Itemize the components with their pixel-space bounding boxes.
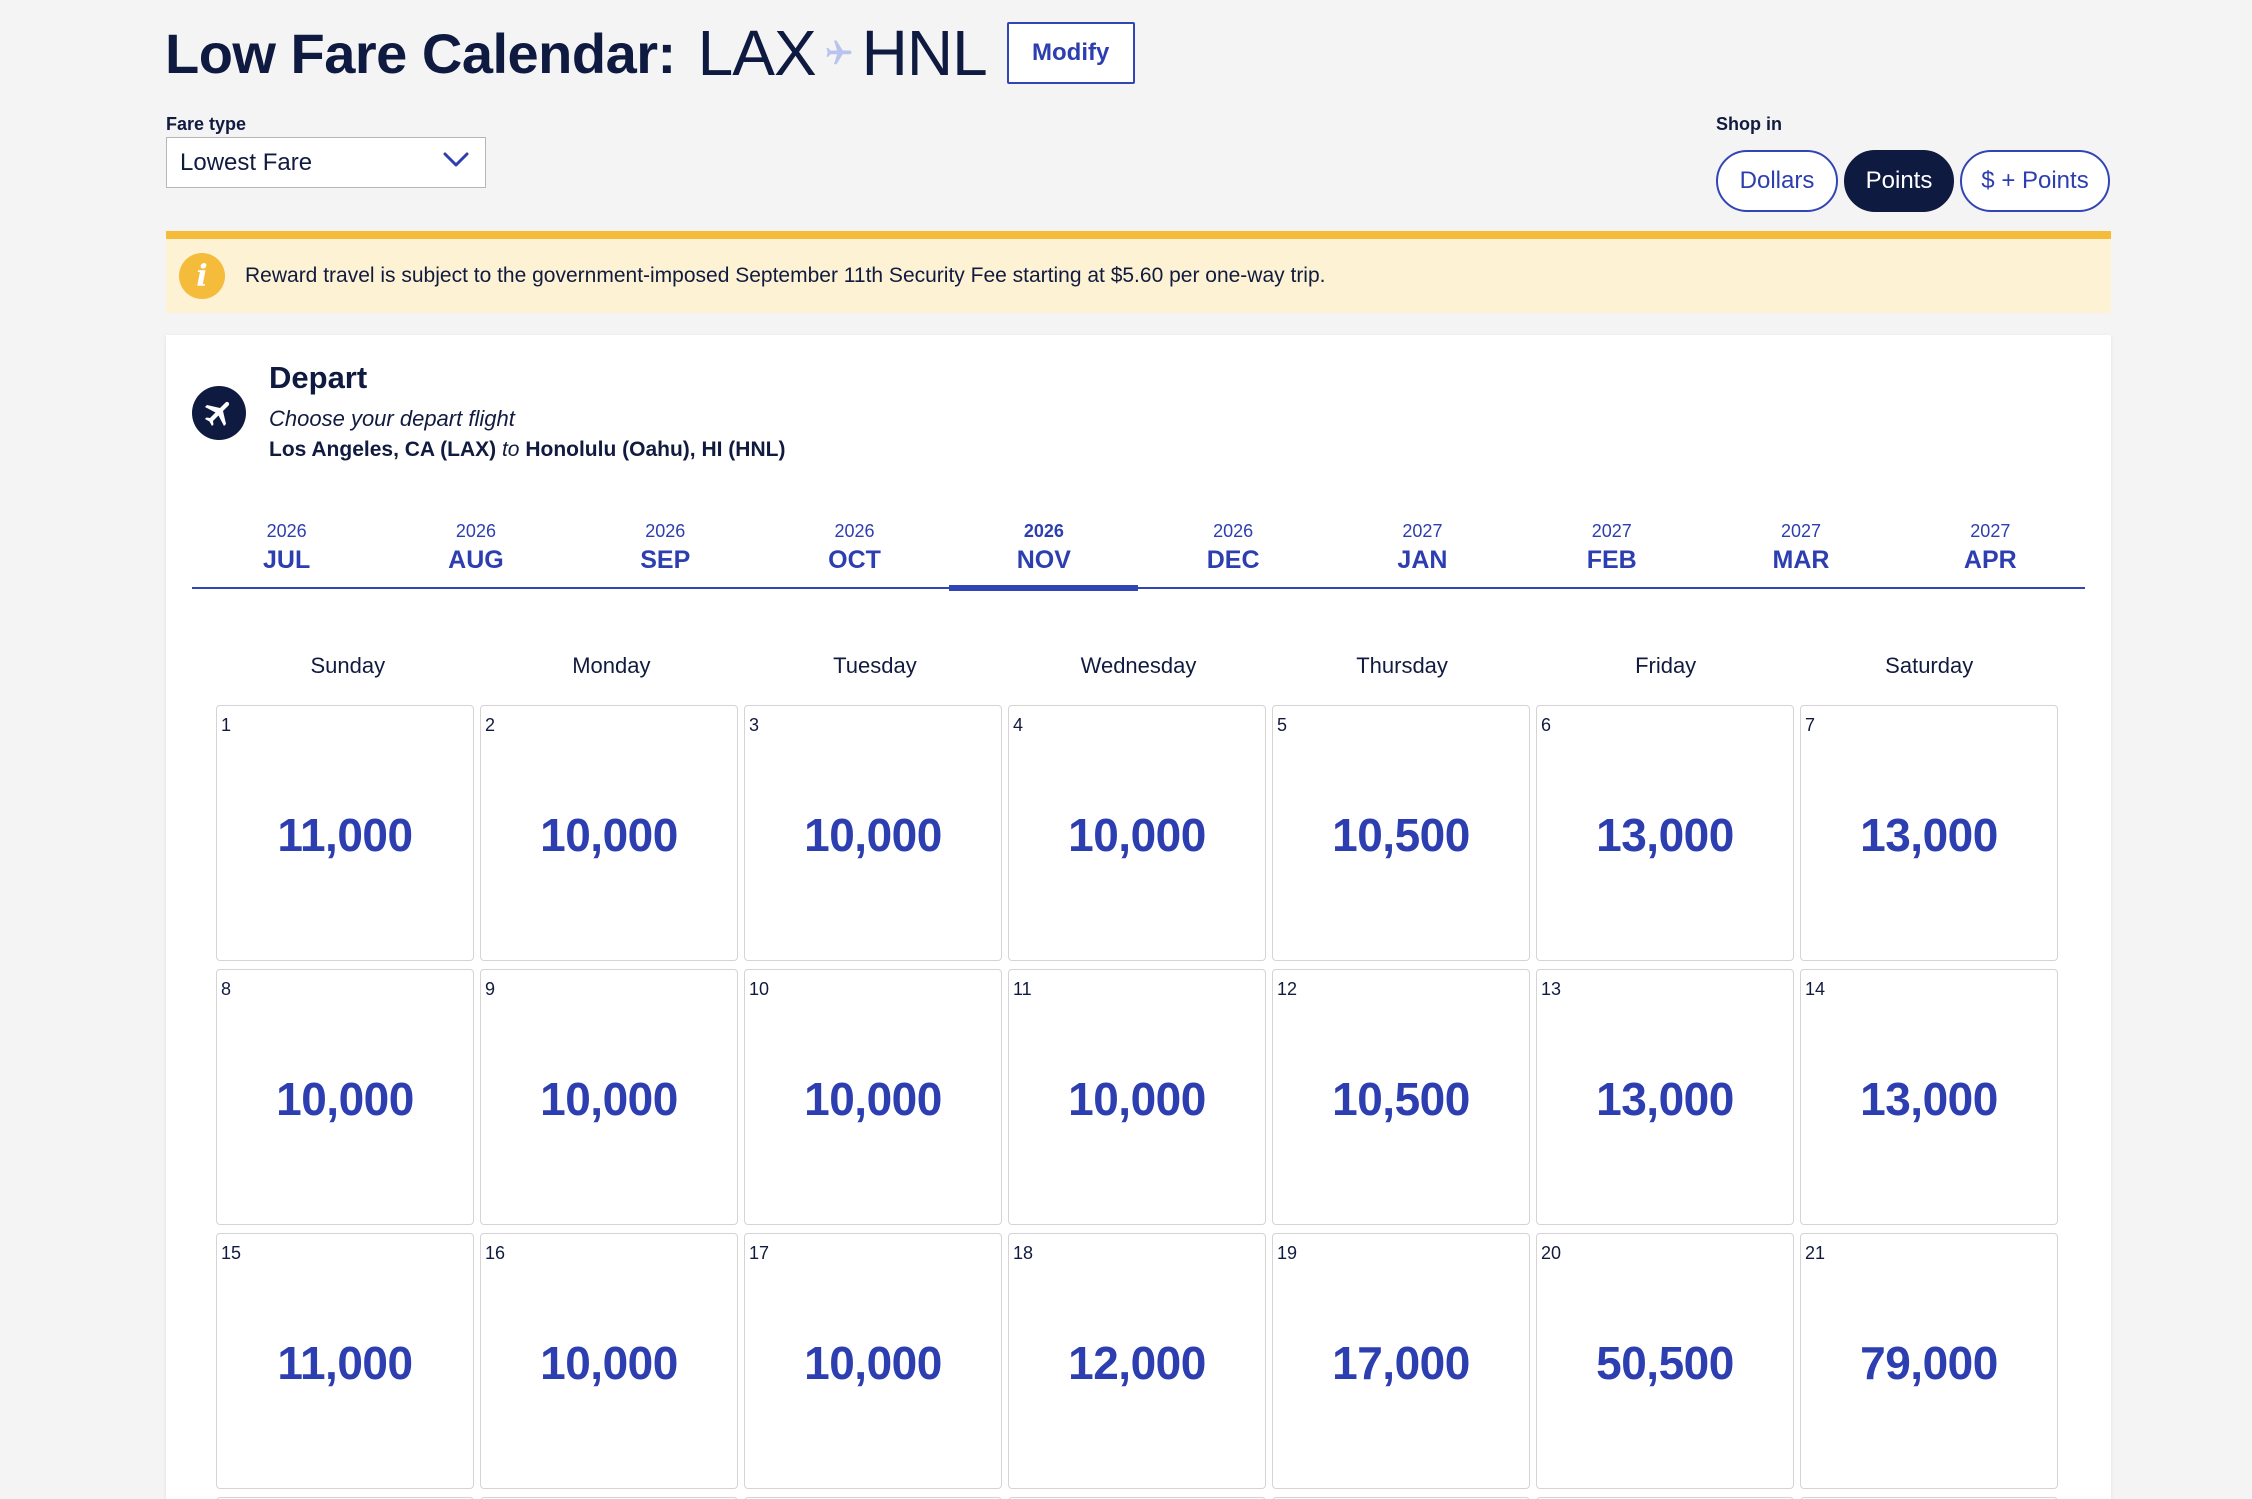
day-fare: 10,000 (804, 809, 942, 861)
calendar-day[interactable] (1272, 705, 1530, 961)
info-icon: i (179, 253, 225, 299)
calendar-day[interactable] (1008, 1233, 1266, 1489)
month-year: 2027 (1970, 521, 2011, 541)
calendar-day[interactable] (480, 705, 738, 961)
month-name: OCT (828, 546, 881, 574)
weekday-tuesday: Tuesday (833, 653, 917, 678)
calendar-day[interactable] (216, 705, 474, 961)
month-tab-mar[interactable] (1706, 515, 1895, 587)
month-tab-aug[interactable] (381, 515, 570, 587)
weekday-header (216, 653, 2061, 679)
day-number: 4 (1013, 715, 1024, 735)
fare-type-label: Fare type (166, 114, 247, 134)
alert-text: Reward travel is subject to the government-imposed September 11th Security Fee starting at $5.60 per one-way trip. (245, 264, 1326, 287)
shop-dollars-points-button[interactable]: $ + Points (1960, 150, 2110, 212)
month-year: 2026 (834, 521, 875, 541)
day-number: 13 (1541, 979, 1562, 999)
weekday-saturday: Saturday (1885, 653, 1974, 678)
calendar-day[interactable] (1008, 705, 1266, 961)
month-tab-dec[interactable] (1138, 515, 1327, 587)
month-name: JAN (1397, 546, 1448, 574)
month-year: 2027 (1402, 521, 1443, 541)
day-fare: 13,000 (1596, 809, 1734, 861)
day-fare: 10,000 (540, 1073, 678, 1125)
depart-destination: Honolulu (Oahu), HI (HNL) (525, 438, 786, 461)
day-fare: 10,000 (276, 1073, 414, 1125)
month-year: 2026 (645, 521, 686, 541)
page-title: Low Fare Calendar: (165, 21, 676, 85)
modify-button[interactable]: Modify (1007, 22, 1135, 84)
month-tab-jan[interactable] (1328, 515, 1517, 587)
day-fare: 79,000 (1860, 1337, 1998, 1389)
fare-type-select[interactable] (166, 137, 486, 188)
calendar-day[interactable] (1800, 705, 2058, 961)
day-number: 18 (1013, 1243, 1034, 1263)
day-fare: 11,000 (277, 809, 413, 861)
day-fare: 10,500 (1332, 1073, 1470, 1125)
month-name: FEB (1586, 546, 1637, 574)
route-summary (698, 16, 987, 90)
day-fare: 11,000 (277, 1337, 413, 1389)
day-number: 15 (221, 1243, 242, 1263)
day-fare: 12,000 (1068, 1337, 1206, 1389)
page-header (165, 18, 1135, 88)
security-fee-alert (166, 231, 2111, 313)
day-number: 9 (485, 979, 496, 999)
month-tab-jul[interactable] (192, 515, 381, 587)
month-tabs (192, 515, 2085, 589)
month-name: JUL (263, 546, 311, 574)
destination-code: HNL (861, 17, 987, 89)
weekday-friday: Friday (1635, 653, 1697, 678)
shop-dollars-button[interactable]: Dollars (1716, 150, 1838, 212)
day-fare: 10,000 (540, 1337, 678, 1389)
calendar-day[interactable] (744, 1233, 1002, 1489)
day-number: 11 (1013, 979, 1032, 999)
month-year: 2026 (455, 521, 496, 541)
day-number: 5 (1277, 715, 1288, 735)
day-number: 19 (1277, 1243, 1298, 1263)
weekday-thursday: Thursday (1356, 653, 1448, 678)
weekday-monday: Monday (572, 653, 651, 678)
airplane-takeoff-icon (192, 386, 246, 440)
day-fare: 10,500 (1332, 809, 1470, 861)
day-number: 3 (749, 715, 760, 735)
month-year: 2026 (266, 521, 307, 541)
day-fare: 17,000 (1332, 1337, 1470, 1389)
month-tab-feb[interactable] (1517, 515, 1706, 587)
day-fare: 13,000 (1860, 809, 1998, 861)
depart-title: Depart (269, 360, 368, 395)
day-fare: 13,000 (1596, 1073, 1734, 1125)
day-number: 17 (749, 1243, 770, 1263)
day-fare: 13,000 (1860, 1073, 1998, 1125)
day-fare: 10,000 (804, 1073, 942, 1125)
weekday-sunday: Sunday (310, 653, 386, 678)
calendar-day[interactable] (744, 705, 1002, 961)
day-number: 12 (1277, 979, 1298, 999)
fare-type-value: Lowest Fare (180, 148, 313, 176)
month-name: MAR (1772, 546, 1830, 574)
calendar-day[interactable] (744, 969, 1002, 1225)
calendar-day[interactable] (1272, 1233, 1530, 1489)
day-number: 7 (1805, 715, 1816, 735)
month-year: 2027 (1591, 521, 1632, 541)
depart-route (269, 438, 785, 462)
day-number: 8 (221, 979, 232, 999)
day-number: 10 (749, 979, 770, 999)
day-fare: 50,500 (1596, 1337, 1734, 1389)
day-fare: 10,000 (804, 1337, 942, 1389)
day-number: 16 (485, 1243, 506, 1263)
day-number: 6 (1541, 715, 1552, 735)
month-name: DEC (1206, 546, 1260, 574)
day-number: 2 (485, 715, 496, 735)
route-connector: to (501, 438, 520, 461)
calendar-day[interactable] (1536, 705, 1794, 961)
calendar-day[interactable] (480, 1233, 738, 1489)
month-name: AUG (448, 546, 504, 574)
calendar-day[interactable] (1536, 969, 1794, 1225)
day-number: 21 (1805, 1243, 1826, 1263)
origin-code: LAX (697, 17, 816, 89)
day-fare: 10,000 (540, 809, 678, 861)
day-fare: 10,000 (1068, 809, 1206, 861)
calendar-day[interactable] (1800, 1233, 2058, 1489)
calendar-day[interactable] (216, 1233, 474, 1489)
day-number: 20 (1541, 1243, 1562, 1263)
month-tab-sep[interactable] (571, 515, 760, 587)
chevron-down-icon (443, 152, 469, 173)
depart-origin: Los Angeles, CA (LAX) (269, 438, 497, 461)
day-number: 14 (1805, 979, 1826, 999)
calendar-day[interactable] (1800, 969, 2058, 1225)
month-tab-nov[interactable] (949, 515, 1138, 587)
day-number: 1 (221, 715, 232, 735)
month-name: APR (1963, 546, 2017, 574)
month-year: 2026 (1023, 521, 1064, 541)
day-fare: 10,000 (1068, 1073, 1206, 1125)
depart-card (166, 335, 2111, 1499)
shop-points-button[interactable]: Points (1844, 150, 1954, 212)
depart-subtitle: Choose your depart flight (269, 406, 515, 431)
month-tab-apr[interactable] (1896, 515, 2085, 587)
month-name: NOV (1016, 546, 1071, 574)
calendar-grid (216, 705, 2061, 1499)
calendar-day[interactable] (480, 969, 738, 1225)
calendar-day[interactable] (1536, 1233, 1794, 1489)
calendar-day[interactable] (216, 969, 474, 1225)
weekday-wednesday: Wednesday (1080, 653, 1197, 678)
month-tab-oct[interactable] (760, 515, 949, 587)
shop-in-label: Shop in (1716, 114, 1782, 134)
calendar-day[interactable] (1272, 969, 1530, 1225)
month-year: 2026 (1213, 521, 1254, 541)
calendar-day[interactable] (1008, 969, 1266, 1225)
plane-icon (824, 38, 854, 68)
month-name: SEP (640, 546, 691, 574)
month-year: 2027 (1781, 521, 1822, 541)
